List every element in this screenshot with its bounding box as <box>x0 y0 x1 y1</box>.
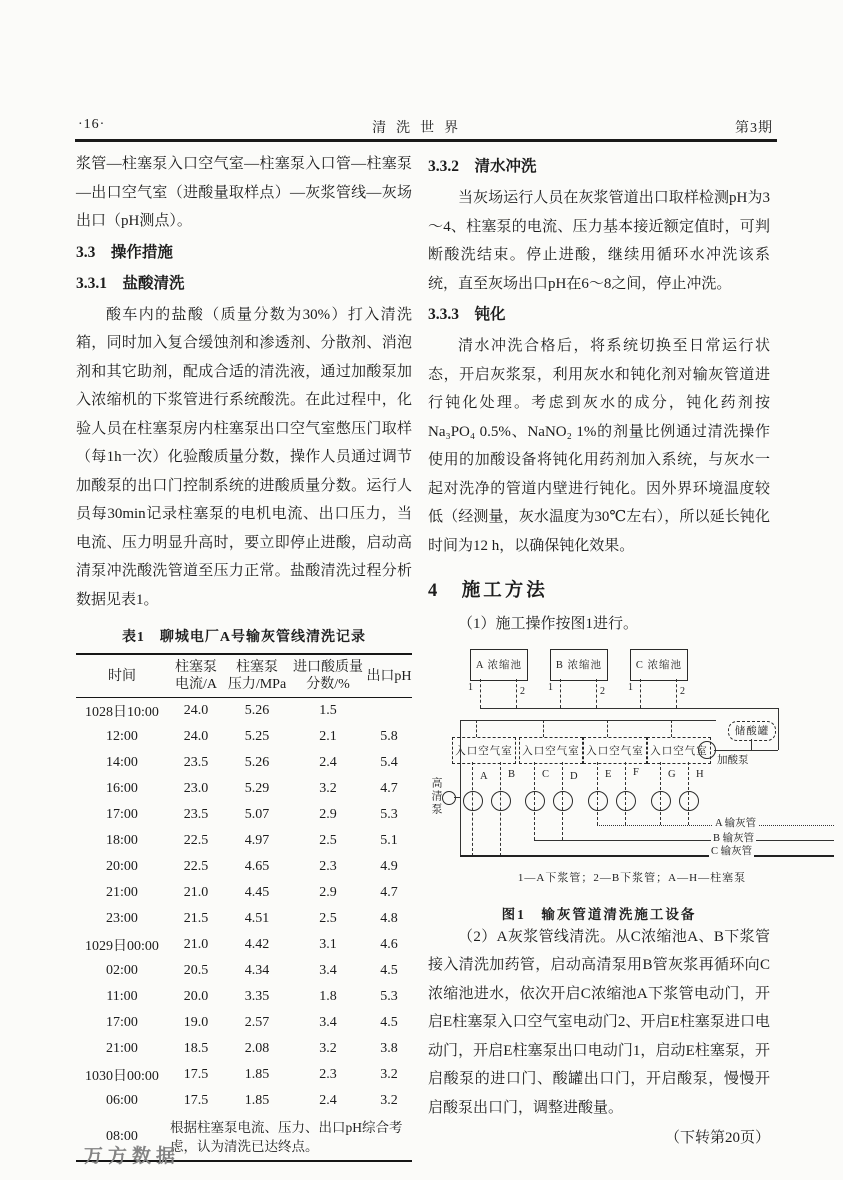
cell-acid: 2.5 <box>319 833 337 848</box>
header-pipe-line <box>460 720 716 721</box>
cell-pressure: 1.85 <box>244 1093 270 1108</box>
pump-letter: F <box>633 766 639 778</box>
table-row <box>76 932 412 958</box>
cell-current: 21.0 <box>183 885 209 900</box>
cell-pressure: 1.85 <box>244 1067 270 1082</box>
col-header-current: 柱塞泵 电流/A <box>175 660 217 692</box>
cell-acid: 2.1 <box>319 729 337 744</box>
table-row <box>76 802 412 828</box>
down-slurry-line <box>596 679 597 708</box>
cell-time: 1030日00:00 <box>85 1069 159 1084</box>
figure-legend: 1—A下浆管；2—B下浆管；A—H—柱塞泵 <box>517 871 747 884</box>
table-row <box>76 1010 412 1036</box>
cell-ph: 4.7 <box>380 781 398 796</box>
connector-line <box>460 720 461 857</box>
right-column <box>428 150 770 1147</box>
header-pipe-line <box>480 708 778 709</box>
table-row <box>76 958 412 984</box>
cell-current: 19.0 <box>183 1015 209 1030</box>
step-1-text: （1）施工操作按图1进行。 <box>458 616 639 632</box>
cell-time: 12:00 <box>106 729 138 744</box>
connector-line <box>714 750 778 751</box>
pump-letter: E <box>605 768 612 780</box>
paragraph-3-3-1: 酸车内的盐酸（质量分数为30%）打入清洗箱，同时加入复合缓蚀剂和渗透剂、分散剂、消泡剂和其它助剂，配成合适的清洗液，通过加酸泵加入浓缩机的下浆管进行系统酸洗。在此过程中，化验人员在柱塞泵房内柱塞泵出口空气室憋压门取样（每1h一次）化验酸质量分数，操作人员通过调节加酸泵的出口门控制系统的进酸质量分数。运行人员每30min记录柱塞泵的电机电流、出口压力，当电流、压力明显升高时，要立即停止进酸，启动高清泵冲洗酸洗管道至压力正常。盐酸清洗过程分析数据见表1。 <box>76 306 412 608</box>
cell-time: 16:00 <box>106 781 138 796</box>
cell-acid: 3.4 <box>319 1015 337 1030</box>
cell-current: 18.5 <box>183 1041 209 1056</box>
cell-acid: 2.3 <box>319 1067 337 1082</box>
cell-ph: 5.1 <box>380 833 398 848</box>
cell-pressure: 4.65 <box>244 859 270 874</box>
connector-line <box>751 739 752 750</box>
cell-pressure: 4.42 <box>244 937 270 952</box>
tank-b-box: B 浓缩池 <box>550 649 608 681</box>
table-row <box>76 750 412 776</box>
plunger-pump-symbol <box>491 791 511 811</box>
cell-pressure: 4.97 <box>244 833 270 848</box>
pump-letter: C <box>542 768 550 780</box>
valve-label-2: 2 <box>520 685 525 697</box>
cell-ph: 4.9 <box>380 859 398 874</box>
table-row <box>76 698 412 725</box>
cell-pressure: 3.35 <box>244 989 270 1004</box>
connector-line <box>476 720 477 737</box>
pump-letter: G <box>668 768 676 780</box>
wanfang-watermark: 万方数据 <box>84 1146 181 1167</box>
cell-time: 21:00 <box>106 1041 138 1056</box>
table-header-row <box>76 654 412 698</box>
cell-time: 20:00 <box>106 859 138 874</box>
clean-pump-symbol <box>442 791 456 805</box>
cell-pressure: 2.08 <box>244 1041 270 1056</box>
inlet-air-chamber-box: 入口空气室 <box>647 737 711 764</box>
paragraph-continuation: 浆管—柱塞泵入口空气室—柱塞泵入口管—柱塞泵—出口空气室（进酸量取样点）—灰浆管线—灰场出口（pH测点）。 <box>76 156 412 229</box>
page-number: ·16· <box>78 117 106 132</box>
left-column <box>76 150 412 1162</box>
clean-pump-label: 高清泵 <box>430 776 442 816</box>
cell-ph: 4.5 <box>380 963 398 978</box>
connector-line <box>671 720 672 737</box>
valve-label-1: 1 <box>628 681 633 693</box>
plunger-pump-symbol <box>679 791 699 811</box>
ash-pipe-c-label: C 输灰管 <box>711 845 753 857</box>
cell-current: 23.5 <box>183 755 209 770</box>
plunger-pump-symbol <box>463 791 483 811</box>
cell-current: 17.5 <box>183 1093 209 1108</box>
cell-current: 20.5 <box>183 963 209 978</box>
cell-ph: 5.3 <box>380 989 398 1004</box>
cell-acid: 1.8 <box>319 989 337 1004</box>
connector-line <box>543 720 544 737</box>
cell-pressure: 4.51 <box>244 911 270 926</box>
cell-ph: 4.7 <box>380 885 398 900</box>
pump-letter: B <box>508 768 516 780</box>
connector-line <box>778 708 779 750</box>
cell-acid: 3.1 <box>319 937 337 952</box>
paragraph-3-3-3: 清水冲洗合格后，将系统切换至日常运行状态，开启灰浆泵，利用灰水和钝化剂对输灰管道进行钝化处理。考虑到灰水的成分，钝化药剂按Na₃PO₄ 0.5%、NaNO₂ 1%的剂量比例通过清洗操作使用的加酸设备将钝化用药剂加入系统，与灰水一起对洗净的管道内壁进行钝化。因外界环境温度较低（经测量，灰水温度为30℃左右），所以延长钝化时间为12 h，以确保钝化效果。 <box>428 338 770 554</box>
page-header <box>78 117 773 137</box>
ash-pipe-b-line <box>534 840 834 841</box>
cell-time: 08:00 <box>106 1129 138 1144</box>
cell-time: 02:00 <box>106 963 138 978</box>
cell-time: 1028日10:00 <box>85 705 159 720</box>
table-row <box>76 1088 412 1114</box>
cell-acid: 3.4 <box>319 963 337 978</box>
table-row <box>76 1062 412 1088</box>
tank-c-box: C 浓缩池 <box>630 649 688 681</box>
cell-ph: 3.8 <box>380 1041 398 1056</box>
cell-ph: 3.2 <box>380 1067 398 1082</box>
valve-label-2: 2 <box>680 685 685 697</box>
plunger-pump-symbol <box>525 791 545 811</box>
cell-acid: 2.5 <box>319 911 337 926</box>
cell-conclusion-note: 根据柱塞泵电流、压力、出口pH综合考虑，认为清洗已达终点。 <box>170 1120 403 1154</box>
inlet-air-chamber-box: 入口空气室 <box>452 737 516 764</box>
cell-pressure: 4.34 <box>244 963 270 978</box>
cell-ph <box>366 698 412 725</box>
cell-ph: 5.8 <box>380 729 398 744</box>
cell-current: 24.0 <box>183 729 209 744</box>
cell-acid: 2.9 <box>319 885 337 900</box>
cell-current: 20.0 <box>183 989 209 1004</box>
continued-on-page-note: （下转第20页） <box>664 1130 770 1146</box>
plunger-pump-symbol <box>588 791 608 811</box>
connector-line <box>607 720 608 737</box>
acid-pump-symbol <box>698 741 716 759</box>
cell-pressure: 5.29 <box>244 781 270 796</box>
cell-ph: 5.4 <box>380 755 398 770</box>
table-row <box>76 724 412 750</box>
heading-4: 4 施工方法 <box>428 581 548 601</box>
valve-label-2: 2 <box>600 685 605 697</box>
cell-current: 23.5 <box>183 807 209 822</box>
inlet-air-chamber-box: 入口空气室 <box>519 737 583 764</box>
cell-current: 23.0 <box>183 781 209 796</box>
cell-acid: 3.2 <box>319 781 337 796</box>
pump-letter: D <box>570 770 578 782</box>
figure-caption: 图1 输灰管道清洗施工设备 <box>501 906 697 922</box>
table-row <box>76 1036 412 1062</box>
cell-ph: 4.6 <box>380 937 398 952</box>
acid-storage-tank-box: 储酸罐 <box>728 721 776 741</box>
cell-ph: 4.5 <box>380 1015 398 1030</box>
cell-acid: 2.9 <box>319 807 337 822</box>
plunger-pump-symbol <box>553 791 573 811</box>
cell-time: 18:00 <box>106 833 138 848</box>
cell-current: 21.5 <box>183 911 209 926</box>
col-header-acid: 进口酸质量 分数/% <box>293 660 363 692</box>
cell-time: 1029日00:00 <box>85 939 159 954</box>
cell-time: 06:00 <box>106 1093 138 1108</box>
valve-label-1: 1 <box>548 681 553 693</box>
cell-time: 23:00 <box>106 911 138 926</box>
table-row <box>76 880 412 906</box>
cell-pressure: 5.07 <box>244 807 270 822</box>
cleaning-record-table <box>76 653 412 1162</box>
cell-acid: 3.2 <box>319 1041 337 1056</box>
table-row <box>76 906 412 932</box>
plunger-pump-symbol <box>616 791 636 811</box>
cell-time: 17:00 <box>106 807 138 822</box>
cell-pressure: 5.25 <box>244 729 270 744</box>
cell-acid: 2.4 <box>319 755 337 770</box>
header-rule <box>75 139 777 142</box>
heading-3-3: 3.3 操作措施 <box>76 243 173 261</box>
cell-current: 17.5 <box>183 1067 209 1082</box>
cell-pressure: 4.45 <box>244 885 270 900</box>
cell-acid: 2.4 <box>319 1093 337 1108</box>
step-2-text: （2）A灰浆管线清洗。从C浓缩池A、B下浆管接入清洗加药管，启动高清泵用B管灰浆再循环向C浓缩池进水，依次开启C浓缩池A下浆管电动门，开启E柱塞泵入口空气室电动门2、开启E柱塞泵进口电动门，开启E柱塞泵出口电动门1，启动E柱塞泵，开启酸泵的进口门、酸罐出口门，开启酸泵，慢慢开启酸泵出口门，调整进酸量。 <box>428 928 770 1116</box>
cell-acid: 1.5 <box>319 703 337 718</box>
tank-a-box: A 浓缩池 <box>470 649 528 681</box>
table-row <box>76 854 412 880</box>
col-header-pressure: 柱塞泵 压力/MPa <box>227 660 287 692</box>
cell-ph: 3.2 <box>380 1093 398 1108</box>
paragraph-3-3-2: 当灰场运行人员在灰浆管道出口取样检测pH为3～4、柱塞泵的电流、压力基本接近额定值时，可判断酸洗结束。停止进酸，继续用循环水冲洗该系统，直至灰场出口pH在6～8之间，停止冲洗。 <box>428 190 770 292</box>
cell-pressure: 2.57 <box>244 1015 270 1030</box>
valve-label-1: 1 <box>468 681 473 693</box>
col-header-ph: 出口pH <box>366 668 412 684</box>
ash-pipe-b-label: B 输灰管 <box>713 832 755 844</box>
pump-letter: H <box>696 768 704 780</box>
figure-1-diagram <box>426 645 838 897</box>
cell-ph: 5.3 <box>380 807 398 822</box>
down-slurry-line <box>640 679 641 708</box>
acid-pump-label: 加酸泵 <box>717 754 749 766</box>
cell-ph: 4.8 <box>380 911 398 926</box>
pump-letter: A <box>480 770 488 782</box>
ash-pipe-c-line <box>460 855 834 857</box>
heading-3-3-2: 3.3.2 清水冲洗 <box>428 158 537 175</box>
col-header-time: 时间 <box>108 668 136 684</box>
cell-time: 14:00 <box>106 755 138 770</box>
table-row <box>76 828 412 854</box>
cell-acid: 2.3 <box>319 859 337 874</box>
journal-title: 清洗世界 <box>372 121 469 136</box>
down-slurry-line <box>480 679 481 708</box>
cell-current: 21.0 <box>183 937 209 952</box>
cell-time: 21:00 <box>106 885 138 900</box>
cell-time: 11:00 <box>106 989 138 1004</box>
cell-current: 22.5 <box>183 833 209 848</box>
cell-pressure: 5.26 <box>244 755 270 770</box>
issue-number: 第3期 <box>734 121 773 136</box>
cell-current: 22.5 <box>183 859 209 874</box>
down-slurry-line <box>676 679 677 708</box>
plunger-pump-symbol <box>651 791 671 811</box>
heading-3-3-3: 3.3.3 钝化 <box>428 306 506 323</box>
cell-current: 24.0 <box>183 703 209 718</box>
table-row <box>76 984 412 1010</box>
inlet-air-chamber-box: 入口空气室 <box>583 737 647 764</box>
ash-pipe-a-label: A 输灰管 <box>715 817 757 829</box>
heading-3-3-1: 3.3.1 盐酸清洗 <box>76 274 185 292</box>
table-row <box>76 776 412 802</box>
down-slurry-line <box>560 679 561 708</box>
table-title: 表1 聊城电厂A号输灰管线清洗记录 <box>121 630 367 645</box>
down-slurry-line <box>516 679 517 708</box>
cell-pressure: 5.26 <box>244 703 270 718</box>
cell-time: 17:00 <box>106 1015 138 1030</box>
